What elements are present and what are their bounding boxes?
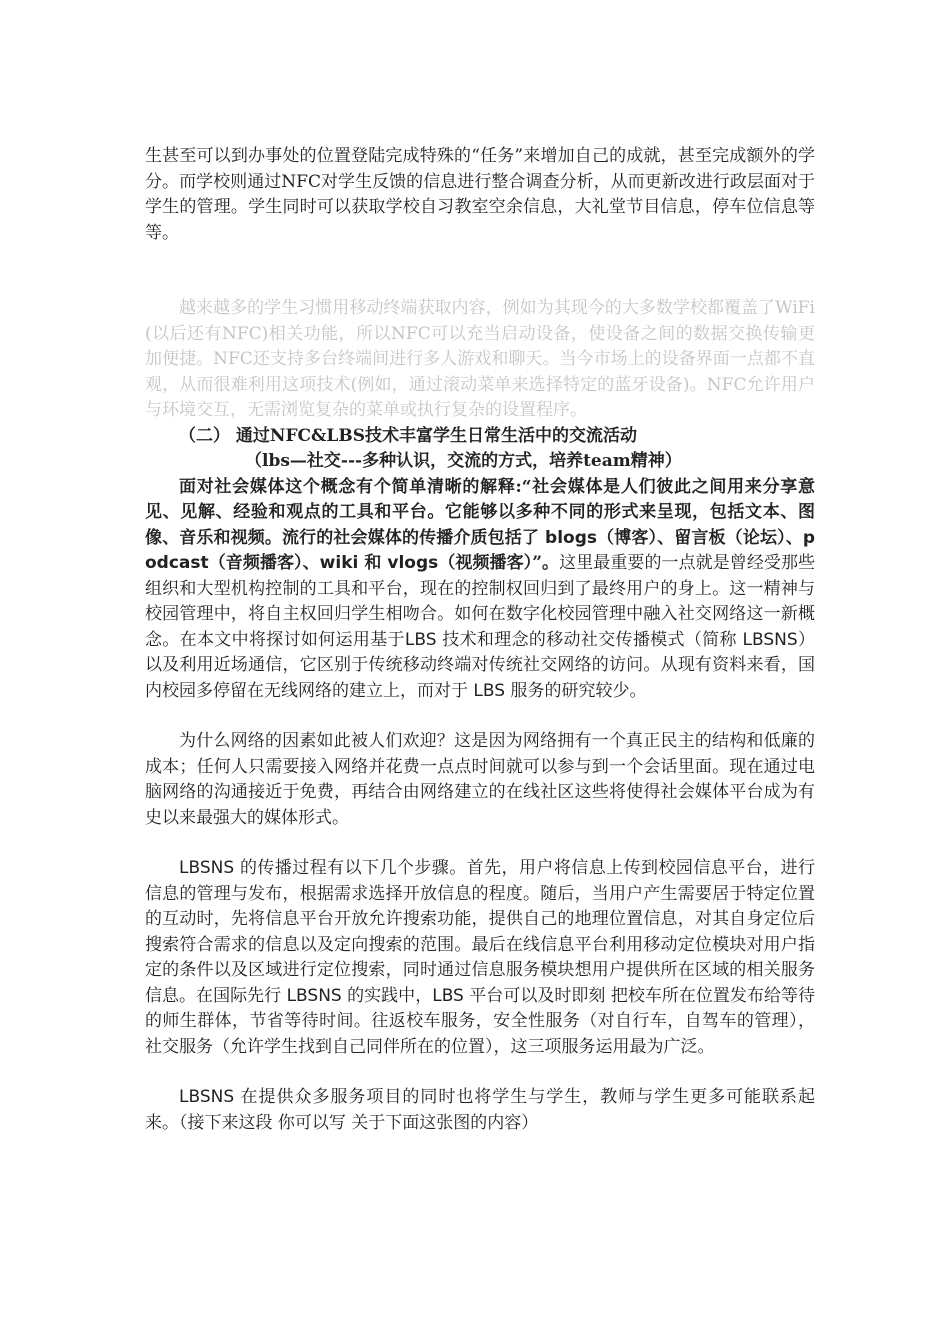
section-subheading: （lbs—社交---多种认识，交流的方式，培养team精神） xyxy=(245,451,682,471)
paragraph-network-popularity: 为什么网络的因素如此被人们欢迎？这是因为网络拥有一个真正民主的结构和低廉的成本；任何人只需要接入网络并花费一点点时间就可以参与到一个会话里面。现在通过电脑网络的沟通接近于免费，再结合由网络建立的在线社区这些将使得社会媒体平台成为有史以来最强大的媒体形式。 xyxy=(145,731,815,828)
term-lbs: LBS xyxy=(404,629,437,650)
social-media-text-3: ）以及利用近场通信，它区别于传统移动终端对传统社交网络的访问。从现有资料来看，国内校园多停留在无线网络的建立上，而对于 xyxy=(145,629,815,701)
term-vlogs: vlogs xyxy=(387,553,439,573)
social-media-definition: 面对社会媒体这个概念有个简单清晰的解释:“社会媒体是人们彼此之间用来分享意见、见解、经验和观点的工具和平台。它能够以多种不同的形式来呈现，包括文本、图像、音乐和视频。流行的社会媒体的传播介质包括了 xyxy=(145,476,815,548)
term-lbsns: LBSNS xyxy=(286,985,342,1006)
term-blogs: blogs xyxy=(545,527,598,548)
social-media-text-2: 技术和理念的移动社交传播模式（简称 xyxy=(436,629,743,650)
social-media-definition-3: （音频播客）、 xyxy=(208,553,320,573)
paragraph-lbsns-services xyxy=(145,1085,815,1136)
paragraph-social-media xyxy=(145,475,815,705)
term-podcast: podcast xyxy=(145,527,816,573)
paragraph-achievements: 生甚至可以到办事处的位置登陆完成特殊的“任务”来增加自己的成就，甚至完成额外的学分。而学校则通过NFC对学生反馈的信息进行整合调查分析，从而更新改进行政层面对于学生的管理。学生同时可以获取学校自习教室空余信息，大礼堂节目信息，停车位信息等等。 xyxy=(145,146,815,243)
term-lbsns: LBSNS xyxy=(179,1087,235,1107)
spacer xyxy=(145,246,815,296)
social-media-definition-4: 和 xyxy=(358,553,388,573)
social-media-text-4: 服务的研究较少。 xyxy=(505,680,647,701)
paragraph-mobile-terminals: 越来越多的学生习惯用移动终端获取内容，例如为其现今的大多数学校都覆盖了WiFi (以后还有NFC)相关功能，所以NFC可以充当启动设备，使设备之间的数据交换传输更加便捷。NFC还支持多台终端间进行多人游戏和聊天。当今市场上的设备界面一点都不直观，从而很难利用这项技术(例如，通过滚动菜单来选择特定的蓝牙设备)。NFC允许用户与环境交互，无需浏览复杂的菜单或执行复杂的设置程序。 xyxy=(145,298,815,420)
term-lbsns: LBSNS xyxy=(742,629,798,650)
lbsns-process-text-1: 的传播过程有以下几个步骤。首先，用户将信息上传到校园信息平台，进行信息的管理与发布，根据需求选择开放信息的程度。随后，当用户产生需要居于特定位置的互动时，先将信息平台开放允许搜索功能，提供自己的地理位置信息，对其自身定位后搜索符合需求的信息以及定向搜索的范围。最后在线信息平台利用移动定位模块对用户指定的条件以及区域进行定位搜索，同时通过信息服务模块想用户提供所在区域的相关服务信息。在国际先行 xyxy=(145,858,815,1006)
term-lbsns: LBSNS xyxy=(179,858,235,878)
lbsns-process-text-2: 的实践中， xyxy=(341,985,433,1006)
social-media-definition-2: （博客）、留言板（论坛）、 xyxy=(597,527,803,548)
social-media-text-1: 这里最重要的一点就是曾经受那些组织和大型机构控制的工具和平台，现在的控制权回归到了最终用户的身上。这一精神与校园管理中，将自主权回归学生相吻合。如何在数字化校园管理中融入社交网络这一新概念。在本文中将探讨如何运用基于 xyxy=(145,553,816,650)
document-page xyxy=(145,144,815,1136)
spacer xyxy=(145,704,815,729)
term-lbs: LBS xyxy=(473,680,506,701)
spacer xyxy=(145,831,815,856)
term-lbs: LBS xyxy=(432,985,464,1006)
lbsns-process-text-3: 平台可以及时即刻 把校车所在位置发布给等待的师生群体，节省等待时间。往返校车服务，安全性服务（对自行车，自驾车的管理），社交服务（允许学生找到自己同伴所在的位置），这三项服务运用最为广泛。 xyxy=(145,985,816,1057)
social-media-definition-5: （视频播客）”。 xyxy=(438,553,560,573)
spacer xyxy=(145,1060,815,1085)
section-heading: （二） 通过NFC&LBS技术丰富学生日常生活中的交流活动 xyxy=(179,425,638,446)
paragraph-lbsns-process xyxy=(145,856,815,1060)
lbsns-services-text: 在提供众多服务项目的同时也将学生与学生，教师与学生更多可能联系起来。（接下来这段 你可以写 关于下面这张图的内容） xyxy=(145,1087,815,1133)
term-wiki: wiki xyxy=(319,553,359,573)
